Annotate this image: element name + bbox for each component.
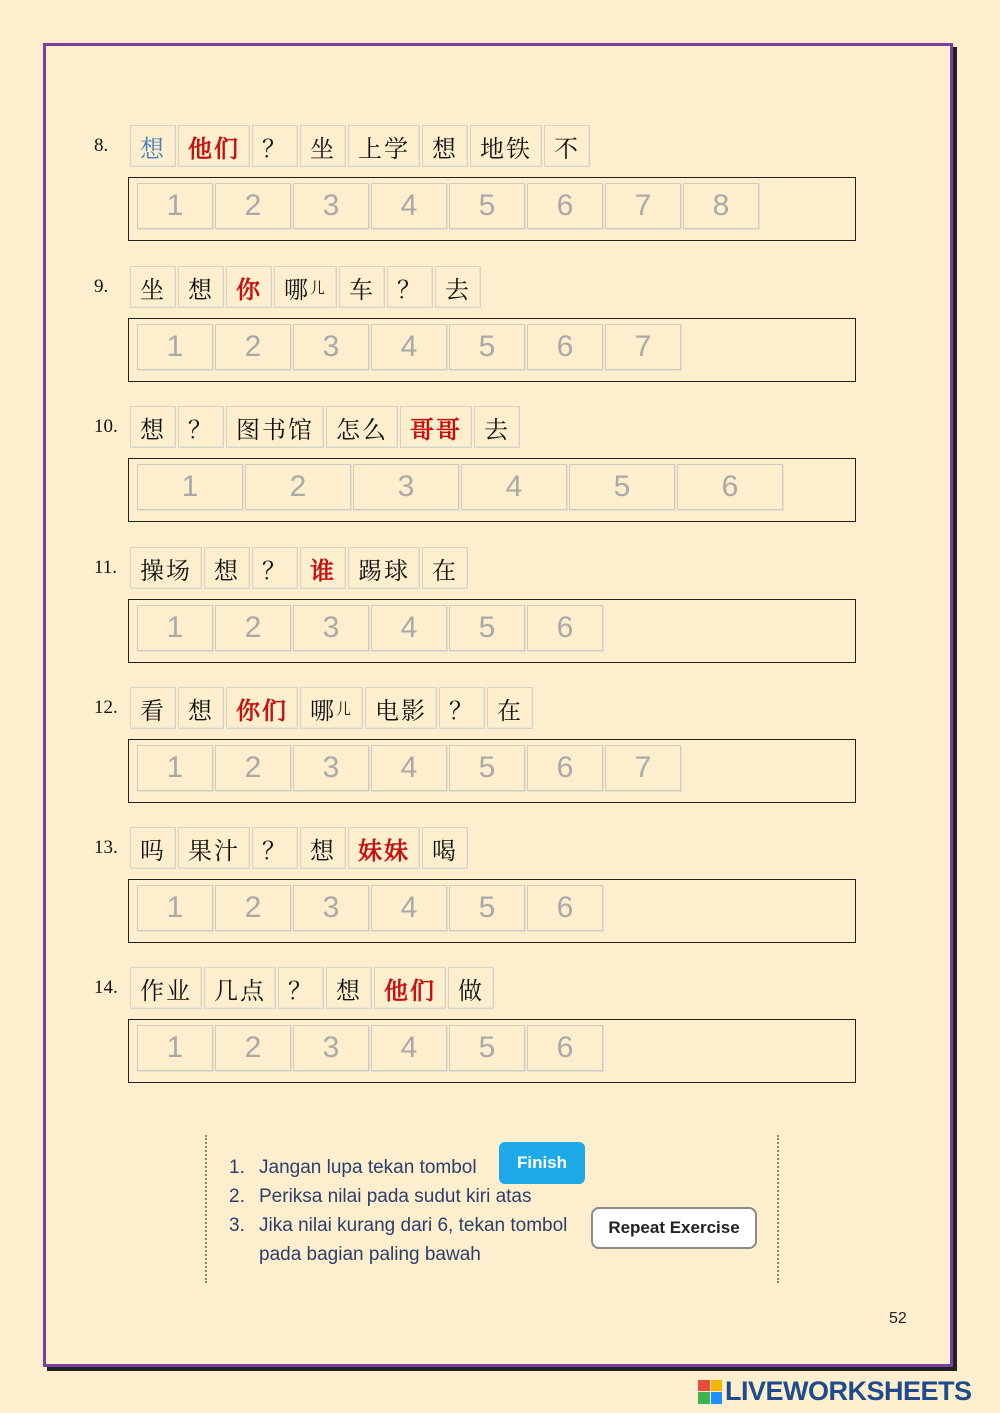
answer-box [128,318,856,382]
word-tile[interactable] [470,125,542,167]
answer-slot[interactable]: 5 [449,745,525,791]
word-tile[interactable] [474,406,520,448]
word-tile-text: 电影 [375,696,428,725]
word-tile[interactable] [130,967,202,1009]
answer-slot[interactable]: 7 [605,745,681,791]
word-tile-text: 在 [497,696,524,725]
instruction-item-3-continued: pada bagian paling bawah [259,1244,481,1265]
answer-slot[interactable]: 5 [449,183,525,229]
word-tile[interactable] [178,827,250,869]
word-tile-text: 想 [432,134,458,163]
word-tile[interactable] [226,266,272,308]
word-tile[interactable] [339,266,385,308]
answer-slot[interactable]: 2 [215,745,291,791]
word-tile-text: 做 [458,976,484,1005]
question-number: 12. [94,697,118,718]
word-tile[interactable] [130,547,202,589]
answer-slots [137,605,605,651]
word-tiles [130,266,483,310]
word-tile-text: 去 [484,415,510,444]
answer-slot[interactable]: 3 [353,464,459,510]
word-tile-text: 踢球 [358,556,410,585]
word-tile[interactable] [226,687,298,729]
answer-slot[interactable]: 4 [371,745,447,791]
answer-box [128,599,856,663]
answer-slot[interactable]: 5 [449,324,525,370]
word-tile[interactable] [439,687,485,729]
answer-slots [137,885,605,931]
word-tile[interactable] [400,406,472,448]
word-tile-text: 哥哥 [410,414,462,444]
word-tile[interactable] [300,687,363,729]
repeat-exercise-button[interactable]: Repeat Exercise [591,1207,757,1249]
liveworksheets-icon [698,1380,722,1404]
word-tile[interactable] [252,827,298,869]
answer-slot[interactable]: 1 [137,183,213,229]
word-tile-text: ？ [449,696,476,725]
word-tile-text: 看 [140,696,166,725]
word-tile-text: 想 [336,976,362,1005]
answer-slot[interactable]: 3 [293,324,369,370]
answer-slot[interactable]: 5 [449,885,525,931]
word-tile[interactable] [300,125,346,167]
answer-slot[interactable]: 8 [683,183,759,229]
answer-slot[interactable]: 2 [215,183,291,229]
question-number: 8. [94,135,109,156]
answer-slot[interactable]: 4 [371,324,447,370]
word-tile-text: 想 [140,415,166,444]
answer-slots [137,183,761,229]
answer-slot[interactable]: 4 [371,605,447,651]
word-tile[interactable] [326,967,372,1009]
answer-slot[interactable]: 1 [137,1025,213,1071]
logo-square [711,1380,723,1392]
answer-slot[interactable]: 3 [293,745,369,791]
word-tile-text: 他们 [384,975,436,1005]
word-tiles [130,687,535,731]
answer-box [128,739,856,803]
answer-slot[interactable]: 6 [527,183,603,229]
word-tile[interactable] [300,547,346,589]
answer-slot[interactable]: 1 [137,324,213,370]
answer-slots [137,745,683,791]
answer-slot[interactable]: 4 [371,885,447,931]
word-tile-text: 上学 [358,134,410,163]
logo-square [711,1392,723,1404]
word-tile-text: 图书馆 [236,415,314,444]
word-tile-text: 坐 [310,134,336,163]
answer-slot[interactable]: 3 [293,885,369,931]
answer-slot[interactable]: 7 [605,324,681,370]
answer-slot[interactable]: 1 [137,885,213,931]
word-tiles [130,967,496,1011]
answer-box [128,1019,856,1083]
word-tile[interactable] [326,406,398,448]
question-14 [0,967,1000,1097]
answer-slot[interactable]: 6 [677,464,783,510]
answer-slot[interactable]: 1 [137,745,213,791]
answer-slot[interactable]: 2 [215,605,291,651]
word-tile-text: 哪 [284,275,310,304]
word-tile[interactable] [348,827,420,869]
word-tile[interactable] [374,967,446,1009]
word-tile[interactable] [130,125,176,167]
word-tile[interactable] [448,967,494,1009]
word-tile-text: 操场 [140,556,192,585]
word-tile-text: 妹妹 [358,835,410,865]
word-tile[interactable] [226,406,324,448]
word-tiles [130,125,592,169]
answer-slot[interactable]: 4 [461,464,567,510]
answer-slot[interactable]: 2 [245,464,351,510]
word-tile[interactable] [435,266,481,308]
word-tile[interactable] [278,967,324,1009]
liveworksheets-logo[interactable] [698,1376,972,1407]
word-tiles [130,827,470,871]
answer-slot[interactable]: 1 [137,464,243,510]
word-tile[interactable] [365,687,437,729]
word-tile-text: 在 [432,556,458,585]
word-tile-text: 几点 [214,976,266,1005]
word-tile[interactable] [130,266,176,308]
answer-slots [137,1025,605,1071]
word-tile-text: 车 [349,275,376,304]
finish-button[interactable]: Finish [499,1142,585,1184]
word-tile-text: ？ [188,415,214,444]
word-tile-text: 哪 [310,696,336,725]
question-number: 11. [94,557,118,578]
page-number: 52 [889,1310,907,1327]
word-tile[interactable] [204,547,250,589]
answer-slot[interactable]: 2 [215,324,291,370]
answer-slot[interactable]: 3 [293,1025,369,1071]
word-tile-text: 想 [188,696,214,725]
word-tile-text: 想 [310,836,336,865]
answer-slot[interactable]: 6 [527,605,603,651]
answer-box [128,177,856,241]
word-tile-suffix: 儿 [310,278,328,297]
word-tile[interactable] [252,125,298,167]
question-12 [0,687,1000,817]
answer-box [128,879,856,943]
word-tile-text: 怎么 [336,415,388,444]
word-tile[interactable] [204,967,276,1009]
word-tile[interactable] [178,406,224,448]
word-tile-text: 谁 [310,555,336,585]
answer-slot[interactable]: 7 [605,183,681,229]
word-tile[interactable] [348,125,420,167]
word-tile[interactable] [387,266,433,308]
word-tile-text: 想 [188,275,214,304]
instruction-item-3: 3. Jika nilai kurang dari 6, tekan tombol [229,1215,568,1236]
answer-slot[interactable]: 5 [449,605,525,651]
answer-slot[interactable]: 6 [527,885,603,931]
word-tile[interactable] [178,266,224,308]
answer-slot[interactable]: 6 [527,324,603,370]
word-tile-text: 喝 [432,836,458,865]
answer-slots [137,324,683,370]
answer-slot[interactable]: 4 [371,1025,447,1071]
word-tile-suffix: 儿 [336,699,354,718]
word-tile-text: 去 [445,275,472,304]
question-number: 14. [94,977,118,998]
answer-slot[interactable]: 2 [215,1025,291,1071]
word-tile[interactable] [130,406,176,448]
answer-slot[interactable]: 4 [371,183,447,229]
answer-slot[interactable]: 2 [215,885,291,931]
answer-box [128,458,856,522]
question-number: 10. [94,416,118,437]
word-tile-text: 你们 [236,695,288,725]
word-tiles [130,406,522,450]
word-tile-text: 不 [554,134,580,163]
word-tile[interactable] [178,125,250,167]
answer-slot[interactable]: 6 [527,745,603,791]
instruction-item-2: 2. Periksa nilai pada sudut kiri atas [229,1186,532,1207]
word-tile-text: ？ [262,836,288,865]
logo-square [698,1392,710,1404]
word-tile[interactable] [422,547,468,589]
word-tile[interactable] [252,547,298,589]
word-tile-text: 他们 [188,133,240,163]
answer-slot[interactable]: 5 [449,1025,525,1071]
question-10 [0,406,1000,536]
answer-slots [137,464,785,510]
word-tile-text: 想 [140,134,166,163]
word-tile[interactable] [130,827,176,869]
word-tile-text: ？ [262,556,288,585]
word-tiles [130,547,470,591]
word-tile-text: ？ [288,976,314,1005]
word-tile[interactable] [178,687,224,729]
answer-slot[interactable]: 3 [293,183,369,229]
question-number: 13. [94,837,118,858]
instruction-item-1: 1. Jangan lupa tekan tombol [229,1157,477,1178]
word-tile-text: 作业 [140,976,192,1005]
question-11 [0,547,1000,677]
word-tile[interactable] [487,687,533,729]
question-9 [0,266,1000,396]
question-13 [0,827,1000,957]
word-tile[interactable] [130,687,176,729]
answer-slot[interactable]: 6 [527,1025,603,1071]
word-tile[interactable] [422,125,468,167]
word-tile[interactable] [274,266,337,308]
word-tile-text: ？ [397,275,424,304]
answer-slot[interactable]: 5 [569,464,675,510]
word-tile[interactable] [348,547,420,589]
word-tile-text: 你 [236,274,262,304]
word-tile[interactable] [422,827,468,869]
word-tile[interactable] [544,125,590,167]
word-tile-text: 想 [214,556,240,585]
brand-name: LIVEWORKSHEETS [725,1376,972,1406]
word-tile-text: 果汁 [188,836,240,865]
question-number: 9. [94,276,109,297]
word-tile-text: 吗 [140,836,166,865]
word-tile-text: 地铁 [480,134,532,163]
answer-slot[interactable]: 3 [293,605,369,651]
answer-slot[interactable]: 1 [137,605,213,651]
question-8 [0,125,1000,255]
logo-square [698,1380,710,1392]
word-tile-text: 坐 [140,275,166,304]
instructions-box [205,1135,779,1283]
word-tile-text: ？ [262,134,288,163]
word-tile[interactable] [300,827,346,869]
